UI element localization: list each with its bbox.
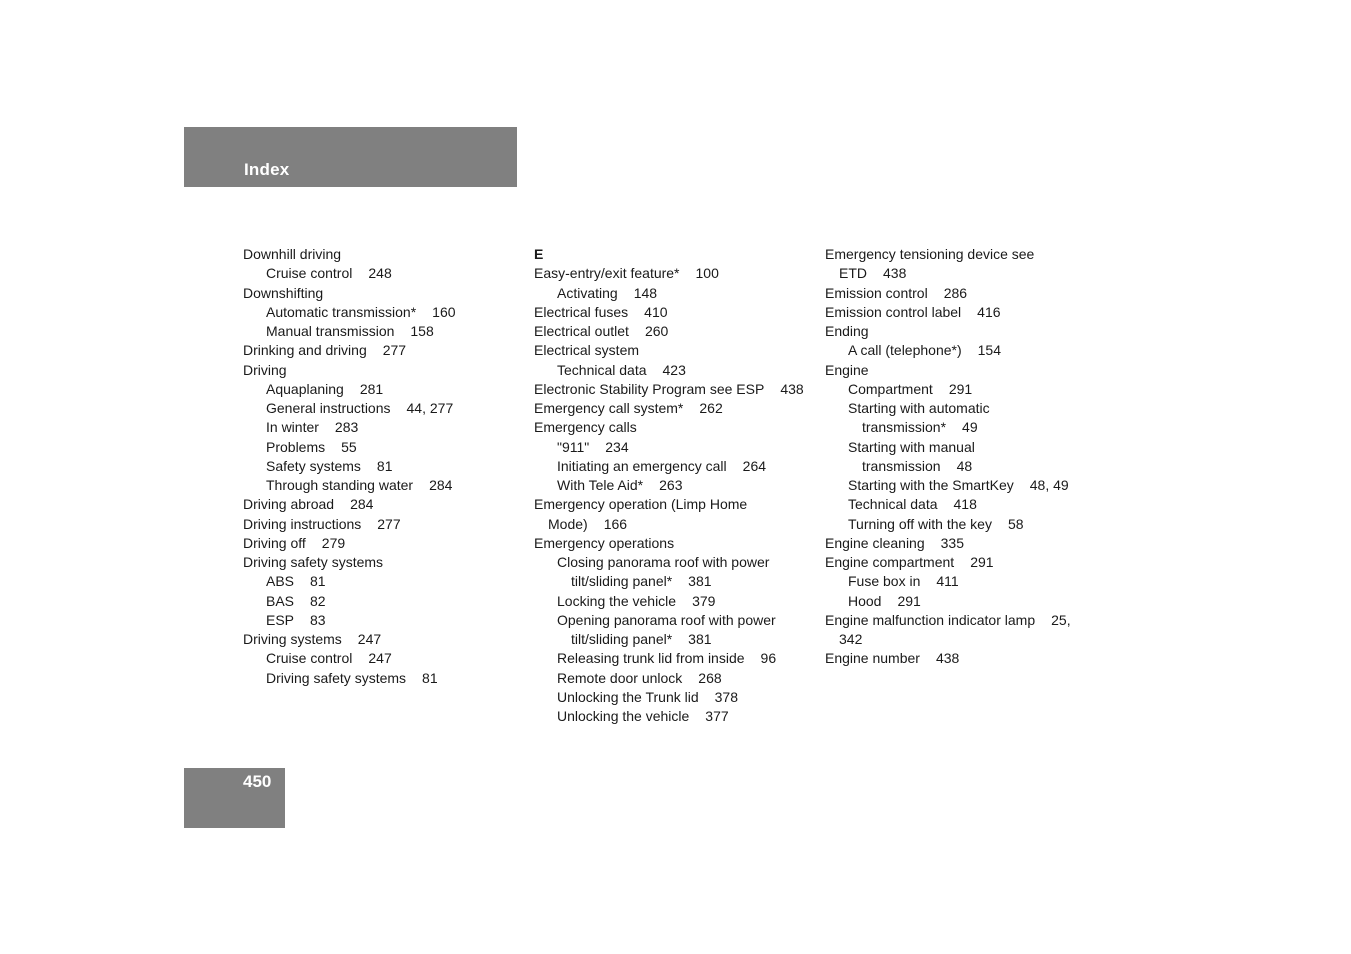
- index-entry: [825, 361, 1115, 380]
- index-entry-text: ESP: [266, 611, 295, 628]
- index-entry: [534, 630, 824, 649]
- index-entry: [534, 553, 824, 572]
- index-page-ref: 247: [357, 631, 382, 647]
- index-entry: [825, 245, 1115, 264]
- index-page-ref: 379: [692, 592, 716, 609]
- index-page-ref: 100: [695, 265, 719, 282]
- index-entry-text: 342: [839, 631, 863, 647]
- index-entry-text: Downshifting: [243, 284, 324, 301]
- index-entry: [825, 476, 1115, 495]
- index-page-ref: 262: [699, 400, 723, 416]
- index-entry-text: Mode): [548, 515, 588, 532]
- index-entry-text: Emergency operations: [534, 534, 675, 551]
- index-page-ref: 423: [662, 361, 686, 378]
- index-entry-text: Easy-entry/exit feature*: [534, 265, 680, 282]
- index-entry: [534, 399, 824, 418]
- index-entry-text: Driving safety systems: [266, 669, 407, 686]
- index-entry-text: tilt/sliding panel*: [571, 573, 673, 590]
- index-page-ref: 418: [953, 496, 977, 513]
- index-entry-text: Initiating an emergency call: [557, 457, 727, 474]
- index-entry: [825, 649, 1115, 668]
- index-entry-text: ETD: [839, 265, 867, 282]
- index-page-ref: 264: [742, 457, 767, 474]
- index-page-ref: 166: [603, 515, 628, 532]
- index-entry-text: General instructions: [266, 400, 391, 416]
- index-page-ref: 291: [897, 592, 921, 609]
- index-page-ref: 81: [310, 573, 326, 590]
- index-letter-heading: [534, 245, 824, 264]
- index-entry-text: ABS: [266, 573, 295, 590]
- index-entry-text: In winter: [266, 419, 319, 436]
- index-page-ref: 438: [935, 650, 960, 667]
- index-page-ref: 58: [1007, 515, 1024, 532]
- page-title: Index: [244, 160, 290, 179]
- index-entry: [534, 688, 824, 707]
- index-entry-text: Emergency call system*: [534, 400, 684, 416]
- index-entry-text: Starting with the SmartKey: [848, 477, 1014, 493]
- index-entry-text: Downhill driving: [243, 246, 342, 262]
- index-page-ref: 48: [956, 457, 973, 474]
- index-entry: [825, 495, 1115, 514]
- index-entry: [825, 515, 1115, 534]
- index-entry: [243, 572, 533, 591]
- index-entry-text: Technical data: [848, 496, 938, 513]
- index-entry: [243, 303, 533, 322]
- index-entry: [243, 669, 533, 688]
- index-entry: [243, 515, 533, 534]
- page-number: 450: [243, 772, 272, 791]
- index-page-ref: 263: [659, 477, 683, 493]
- index-entry: [534, 438, 824, 457]
- index-page-ref: 381: [688, 631, 712, 647]
- index-entry-text: Driving instructions: [243, 515, 362, 532]
- index-entry-text: Driving safety systems: [243, 554, 384, 570]
- index-entry: [534, 611, 824, 630]
- index-entry: [243, 322, 533, 341]
- index-page-ref: 286: [943, 284, 968, 301]
- index-entry-text: Engine: [825, 361, 869, 378]
- index-page-ref: 378: [714, 688, 738, 705]
- index-entry-text: Remote door unlock: [557, 669, 683, 686]
- index-entry-text: Engine compartment: [825, 554, 955, 570]
- index-entry: [534, 669, 824, 688]
- index-entry: [243, 553, 533, 572]
- page-number-box: [184, 768, 285, 828]
- index-entry: [825, 611, 1115, 630]
- index-entry-text: Engine malfunction indicator lamp: [825, 611, 1036, 628]
- index-entry-text: Hood: [848, 592, 882, 609]
- index-entry-text: Unlocking the vehicle: [557, 708, 690, 724]
- index-entry: [243, 361, 533, 380]
- index-column-1: [243, 245, 533, 688]
- index-page-ref: 160: [432, 303, 456, 320]
- index-entry-text: Engine cleaning: [825, 534, 925, 551]
- index-entry: [534, 534, 824, 553]
- index-page-ref: 96: [760, 650, 777, 667]
- index-entry-text: Driving: [243, 361, 287, 378]
- index-entry-text: transmission: [862, 457, 941, 474]
- index-entry: [243, 341, 533, 360]
- index-page-ref: 411: [936, 573, 959, 590]
- index-entry-text: Cruise control: [266, 650, 353, 667]
- index-entry-text: E: [534, 246, 544, 262]
- index-entry-text: Electrical outlet: [534, 323, 629, 339]
- index-page-ref: 416: [977, 303, 1001, 320]
- index-page-ref: 148: [633, 284, 658, 301]
- index-entry-text: "911": [557, 438, 590, 455]
- index-entry-text: Problems: [266, 438, 326, 455]
- index-entry: [825, 322, 1115, 341]
- index-entry-text: Fuse box in: [848, 573, 921, 590]
- index-entry: [825, 380, 1115, 399]
- index-entry-text: Aquaplaning: [266, 380, 344, 397]
- index-entry: [243, 284, 533, 303]
- index-page-ref: 277: [382, 342, 407, 359]
- index-page-ref: 377: [705, 708, 729, 724]
- index-page-ref: 268: [698, 669, 722, 686]
- index-entry-text: Electronic Stability Program see ESP: [534, 380, 765, 397]
- index-entry-text: Automatic transmission*: [266, 303, 417, 320]
- index-entry-text: Emergency calls: [534, 419, 637, 436]
- index-entry-text: Driving systems: [243, 631, 342, 647]
- index-page-ref: 335: [940, 534, 964, 551]
- index-entry: [243, 418, 533, 437]
- index-entry-text: Engine number: [825, 650, 920, 667]
- index-entry: [534, 322, 824, 341]
- index-entry-text: Ending: [825, 323, 869, 339]
- index-page-ref: 44, 277: [406, 400, 454, 416]
- index-column-3: [825, 245, 1115, 669]
- index-entry: [534, 572, 824, 591]
- index-entry: [534, 495, 824, 514]
- index-entry-text: Manual transmission: [266, 323, 395, 339]
- index-entry-text: Starting with manual: [848, 438, 975, 455]
- index-page-ref: 25,: [1051, 611, 1071, 628]
- index-entry: [825, 457, 1115, 476]
- index-entry-text: transmission*: [862, 419, 947, 436]
- index-entry-text: Through standing water: [266, 477, 414, 493]
- index-entry: [534, 418, 824, 437]
- index-page-ref: 82: [310, 592, 326, 609]
- index-page-ref: 284: [429, 477, 453, 493]
- index-entry: [243, 649, 533, 668]
- index-entry-text: Electrical system: [534, 342, 640, 359]
- index-page-ref: 247: [368, 650, 392, 667]
- index-entry-text: Emergency tensioning device see: [825, 246, 1035, 262]
- index-page-ref: 291: [948, 380, 973, 397]
- index-page-ref: 260: [644, 323, 669, 339]
- index-entry: [243, 438, 533, 457]
- index-entry: [243, 457, 533, 476]
- header-bar: [184, 127, 517, 187]
- index-entry: [534, 515, 824, 534]
- index-page-ref: 48, 49: [1029, 477, 1069, 493]
- index-entry-text: With Tele Aid*: [557, 477, 644, 493]
- index-entry: [534, 476, 824, 495]
- index-entry-text: Unlocking the Trunk lid: [557, 688, 699, 705]
- index-entry: [825, 534, 1115, 553]
- index-page-ref: 283: [334, 419, 359, 436]
- index-entry: [243, 592, 533, 611]
- index-entry-text: Driving abroad: [243, 496, 335, 513]
- index-entry: [534, 341, 824, 360]
- index-entry: [243, 380, 533, 399]
- index-page-ref: 234: [605, 438, 629, 455]
- index-entry-text: Emission control label: [825, 303, 962, 320]
- index-entry: [825, 553, 1115, 572]
- index-entry-text: Emission control: [825, 284, 928, 301]
- index-entry: [825, 418, 1115, 437]
- index-page-ref: 381: [688, 573, 712, 590]
- index-entry: [534, 361, 824, 380]
- index-entry: [825, 264, 1115, 283]
- index-entry: [243, 399, 533, 418]
- index-entry-text: Driving off: [243, 534, 306, 551]
- index-entry-text: A call (telephone*): [848, 342, 962, 359]
- index-entry-text: BAS: [266, 592, 295, 609]
- index-page-ref: 81: [376, 457, 393, 474]
- index-entry-text: Compartment: [848, 380, 933, 397]
- index-entry-text: Cruise control: [266, 265, 353, 282]
- index-entry-text: Safety systems: [266, 457, 361, 474]
- index-entry-text: Electrical fuses: [534, 303, 629, 320]
- index-page-ref: 438: [780, 380, 804, 397]
- index-entry: [534, 303, 824, 322]
- index-entry-text: Activating: [557, 284, 618, 301]
- index-entry-text: Drinking and driving: [243, 342, 367, 359]
- index-entry-text: Opening panorama roof with power: [557, 611, 776, 628]
- index-page-ref: 291: [970, 554, 994, 570]
- index-page-ref: 279: [321, 534, 346, 551]
- index-entry-text: Starting with automatic: [848, 400, 990, 416]
- index-page-ref: 438: [883, 265, 907, 282]
- index-entry: [534, 380, 824, 399]
- index-entry: [825, 341, 1115, 360]
- index-entry: [825, 630, 1115, 649]
- index-entry-text: Releasing trunk lid from inside: [557, 650, 745, 667]
- index-column-2: [534, 245, 824, 726]
- index-entry: [825, 572, 1115, 591]
- index-page-ref: 284: [350, 496, 374, 513]
- index-entry-text: Emergency operation (Limp Home: [534, 496, 748, 513]
- index-entry: [243, 264, 533, 283]
- index-entry: [534, 707, 824, 726]
- index-page-ref: 49: [962, 419, 978, 436]
- index-entry-text: Turning off with the key: [848, 515, 992, 532]
- index-page-ref: 81: [422, 669, 438, 686]
- index-page-ref: 83: [310, 611, 326, 628]
- index-entry: [534, 284, 824, 303]
- index-entry: [534, 592, 824, 611]
- index-entry: [243, 534, 533, 553]
- index-entry: [243, 245, 533, 264]
- index-entry: [825, 438, 1115, 457]
- index-entry: [534, 649, 824, 668]
- index-entry-text: Locking the vehicle: [557, 592, 677, 609]
- index-entry: [243, 476, 533, 495]
- index-entry: [825, 399, 1115, 418]
- index-entry: [534, 457, 824, 476]
- index-entry: [243, 630, 533, 649]
- index-entry: [825, 284, 1115, 303]
- index-entry-text: Technical data: [557, 361, 647, 378]
- index-entry: [534, 264, 824, 283]
- index-page-ref: 248: [368, 265, 392, 282]
- index-entry-text: Closing panorama roof with power: [557, 554, 770, 570]
- index-page-ref: 158: [410, 323, 434, 339]
- index-entry-text: tilt/sliding panel*: [571, 631, 673, 647]
- index-entry: [243, 495, 533, 514]
- index-page-ref: 154: [977, 342, 1001, 359]
- index-entry: [243, 611, 533, 630]
- index-page-ref: 281: [359, 380, 384, 397]
- index-page-ref: 277: [377, 515, 401, 532]
- index-entry: [825, 303, 1115, 322]
- index-page-ref: 55: [341, 438, 357, 455]
- index-page-ref: 410: [644, 303, 668, 320]
- index-entry: [825, 592, 1115, 611]
